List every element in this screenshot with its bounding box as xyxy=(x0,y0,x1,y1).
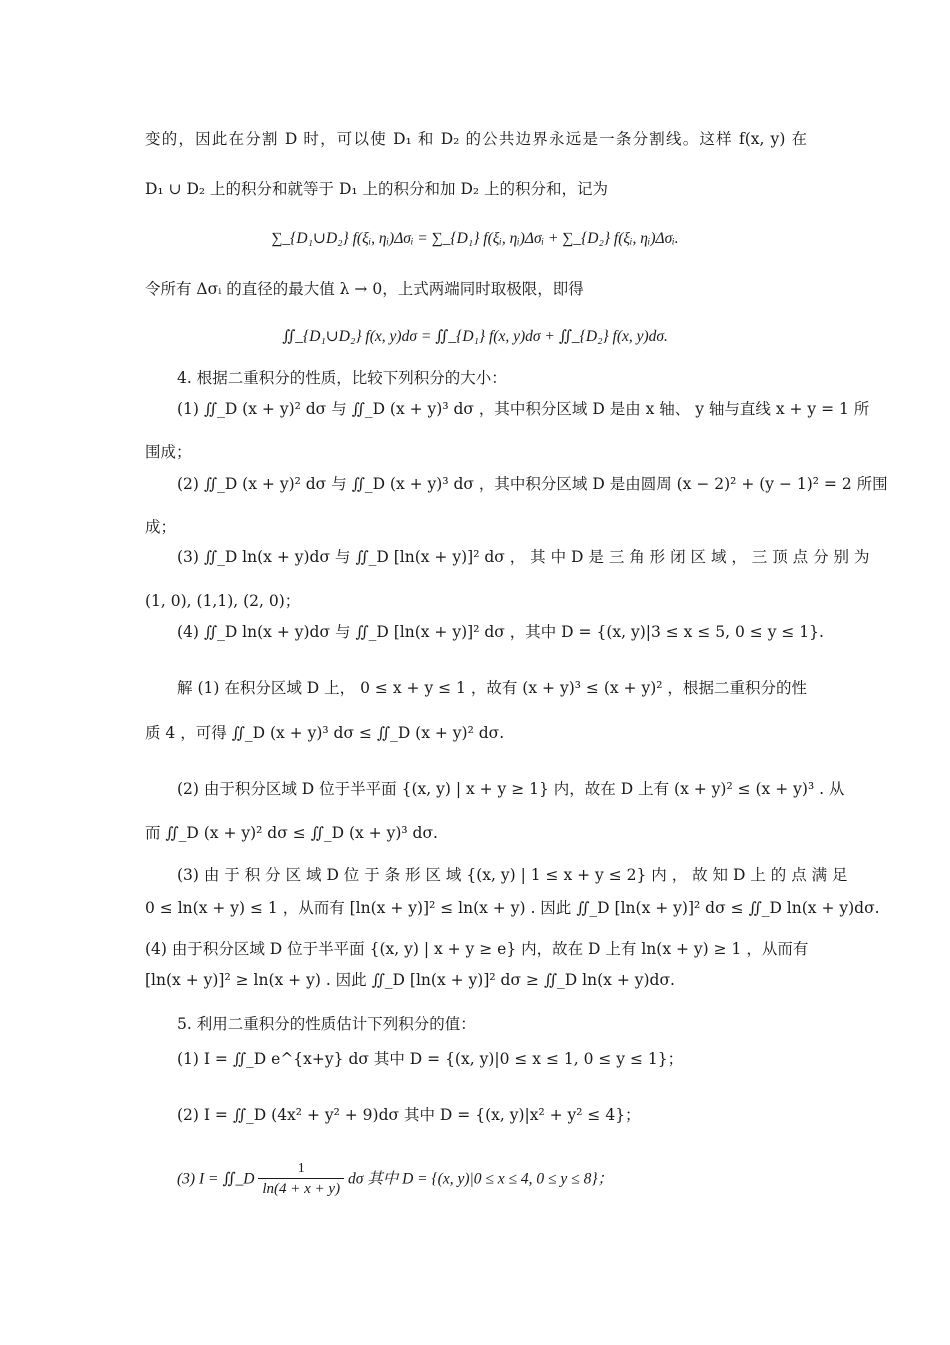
text-line-l23: (1) I = ∬_D e^{x+y} dσ 其中 D = {(x, y)|0 ≤ x ≤ 1, 0 ≤ y ≤ 1}； xyxy=(177,1050,684,1068)
text-line-l10: 成； xyxy=(145,518,177,536)
text-line-l07: (1) ∬_D (x + y)² dσ 与 ∬_D (x + y)³ dσ ，其中积分区域 D 是由 x 轴、 y 轴与直线 x + y = 1 所 xyxy=(177,400,870,418)
text-line-l05: ∬_{D₁∪D₂} f(x, y)dσ = ∬_{D₁} f(x, y)dσ + ∬_{D₂} f(x, y)dσ. xyxy=(282,328,668,345)
item-5-3 xyxy=(0,1160,950,1199)
text-line-l01: 变的，因此在分割 D 时，可以使 D₁ 和 D₂ 的公共边界永远是一条分割线。这样 f(x, y) 在 xyxy=(145,130,807,148)
text-line-l16: (2) 由于积分区域 D 位于半平面 {(x, y) | x + y ≥ 1} 内，故在 D 上有 (x + y)² ≤ (x + y)³ . 从 xyxy=(177,780,845,798)
text-line-l22: 5. 利用二重积分的性质估计下列积分的值： xyxy=(177,1015,476,1033)
item-5-3-suffix: dσ 其中 D = {(x, y)|0 ≤ x ≤ 4, 0 ≤ y ≤ 8}； xyxy=(344,1170,614,1188)
text-line-l03: ∑_{D₁∪D₂} f(ξᵢ, ηᵢ)Δσᵢ = ∑_{D₁} f(ξᵢ, ηᵢ)Δσᵢ + ∑_{D₂} f(ξᵢ, ηᵢ)Δσᵢ. xyxy=(271,230,679,247)
text-line-l17: 而 ∬_D (x + y)² dσ ≤ ∬_D (x + y)³ dσ. xyxy=(145,824,438,842)
text-line-l04: 令所有 Δσᵢ 的直径的最大值 λ → 0，上式两端同时取极限，即得 xyxy=(145,280,584,298)
text-line-l14: 解 (1) 在积分区域 D 上， 0 ≤ x + y ≤ 1 ，故有 (x + y)³ ≤ (x + y)² ，根据二重积分的性 xyxy=(177,679,807,697)
item-5-3-prefix: (3) I = ∬_D xyxy=(177,1170,259,1188)
fraction-numerator: 1 xyxy=(297,1161,305,1176)
text-line-l02: D₁ ∪ D₂ 上的积分和就等于 D₁ 上的积分和加 D₂ 上的积分和，记为 xyxy=(145,180,609,198)
text-line-l06: 4. 根据二重积分的性质，比较下列积分的大小： xyxy=(177,369,507,387)
text-line-l11: (3) ∬_D ln(x + y)dσ 与 ∬_D [ln(x + y)]² dσ ， 其 中 D 是 三 角 形 闭 区 域 ， 三 顶 点 分 别 为 xyxy=(177,548,870,566)
fraction-denominator: ln(4 + x + y) xyxy=(258,1178,344,1199)
text-line-l24: (2) I = ∬_D (4x² + y² + 9)dσ 其中 D = {(x, y)|x² + y² ≤ 4}； xyxy=(177,1106,641,1124)
text-line-l20: (4) 由于积分区域 D 位于半平面 {(x, y) | x + y ≥ e} 内，故在 D 上有 ln(x + y) ≥ 1 ，从而有 xyxy=(145,940,809,958)
text-line-l12: (1, 0), (1,1), (2, 0)； xyxy=(145,592,301,610)
text-line-l18: (3) 由 于 积 分 区 域 D 位 于 条 形 区 域 {(x, y) | 1 ≤ x + y ≤ 2} 内 ， 故 知 D 上 的 点 满 足 xyxy=(177,866,848,884)
text-line-l19: 0 ≤ ln(x + y) ≤ 1 ，从而有 [ln(x + y)]² ≤ ln(x + y) . 因此 ∬_D [ln(x + y)]² dσ ≤ ∬_D ln(x + y)dσ. xyxy=(145,899,880,917)
text-line-l09: (2) ∬_D (x + y)² dσ 与 ∬_D (x + y)³ dσ ，其中积分区域 D 是由圆周 (x − 2)² + (y − 1)² = 2 所围 xyxy=(177,475,888,493)
text-line-l13: (4) ∬_D ln(x + y)dσ 与 ∬_D [ln(x + y)]² dσ ，其中 D = {(x, y)|3 ≤ x ≤ 5, 0 ≤ y ≤ 1}. xyxy=(177,623,824,641)
fraction xyxy=(258,1160,344,1199)
text-line-l21: [ln(x + y)]² ≥ ln(x + y) . 因此 ∬_D [ln(x + y)]² dσ ≥ ∬_D ln(x + y)dσ. xyxy=(145,971,675,989)
text-line-l15: 质 4 ，可得 ∬_D (x + y)³ dσ ≤ ∬_D (x + y)² dσ. xyxy=(145,724,505,742)
text-line-l08: 围成； xyxy=(145,443,192,461)
